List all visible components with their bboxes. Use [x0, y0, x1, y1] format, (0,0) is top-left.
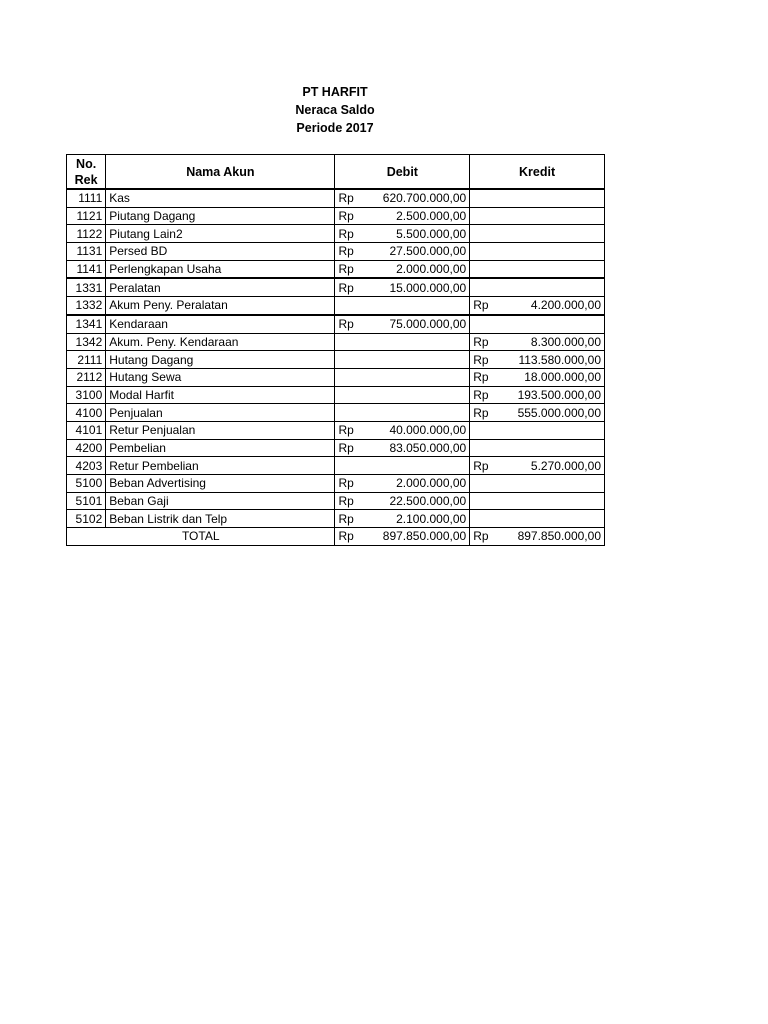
account-number-cell: 1341 — [67, 315, 106, 333]
account-name-cell: Perlengkapan Usaha — [106, 260, 335, 278]
credit-amount-cell: 193.500.000,00 — [495, 386, 604, 404]
total-label: TOTAL — [67, 528, 335, 546]
credit-amount-cell: 555.000.000,00 — [495, 404, 604, 422]
account-name-cell: Retur Pembelian — [106, 457, 335, 475]
account-number-cell: 3100 — [67, 386, 106, 404]
debit-currency-cell — [335, 351, 360, 369]
credit-amount-cell — [495, 207, 604, 225]
account-number-cell: 4203 — [67, 457, 106, 475]
account-name-cell: Kendaraan — [106, 315, 335, 333]
account-name-cell: Beban Listrik dan Telp — [106, 510, 335, 528]
debit-currency-cell: Rp — [335, 207, 360, 225]
table-row — [67, 368, 605, 386]
table-body — [67, 189, 605, 545]
debit-currency-cell — [335, 404, 360, 422]
account-name-cell: Hutang Sewa — [106, 368, 335, 386]
table-row — [67, 492, 605, 510]
account-number-cell: 2111 — [67, 351, 106, 369]
credit-amount-cell — [495, 278, 604, 296]
account-number-cell: 5100 — [67, 475, 106, 493]
account-number-cell: 2112 — [67, 368, 106, 386]
debit-amount-cell — [360, 404, 469, 422]
column-header-credit: Kredit — [470, 155, 605, 190]
credit-currency-cell — [470, 243, 495, 261]
account-name-cell: Beban Advertising — [106, 475, 335, 493]
table-row — [67, 510, 605, 528]
debit-currency-cell — [335, 297, 360, 315]
credit-currency-cell — [470, 475, 495, 493]
column-header-account-number: No. Rek — [67, 155, 106, 190]
account-number-cell: 1332 — [67, 297, 106, 315]
account-number-cell: 5101 — [67, 492, 106, 510]
table-row — [67, 243, 605, 261]
table-row — [67, 315, 605, 333]
credit-amount-cell: 5.270.000,00 — [495, 457, 604, 475]
credit-currency-cell — [470, 315, 495, 333]
credit-amount-cell — [495, 492, 604, 510]
table-row — [67, 457, 605, 475]
table-row — [67, 260, 605, 278]
report-period: Periode 2017 — [296, 121, 374, 135]
table-row — [67, 439, 605, 457]
credit-amount-cell: 18.000.000,00 — [495, 368, 604, 386]
debit-currency-cell: Rp — [335, 492, 360, 510]
credit-currency-cell: Rp — [470, 457, 495, 475]
debit-amount-cell: 83.050.000,00 — [360, 439, 469, 457]
account-name-cell: Kas — [106, 189, 335, 207]
debit-currency-cell: Rp — [335, 475, 360, 493]
debit-amount-cell: 2.100.000,00 — [360, 510, 469, 528]
credit-currency-cell — [470, 510, 495, 528]
table-row — [67, 351, 605, 369]
account-number-cell: 1331 — [67, 278, 106, 296]
debit-amount-cell: 2.000.000,00 — [360, 260, 469, 278]
credit-currency-cell: Rp — [470, 297, 495, 315]
total-debit-currency: Rp — [335, 528, 360, 546]
credit-currency-cell: Rp — [470, 351, 495, 369]
table-row — [67, 297, 605, 315]
debit-amount-cell — [360, 457, 469, 475]
account-number-cell: 1121 — [67, 207, 106, 225]
account-name-cell: Modal Harfit — [106, 386, 335, 404]
debit-amount-cell: 75.000.000,00 — [360, 315, 469, 333]
account-number-cell: 1131 — [67, 243, 106, 261]
credit-currency-cell: Rp — [470, 386, 495, 404]
credit-currency-cell — [470, 207, 495, 225]
table-row — [67, 278, 605, 296]
debit-amount-cell — [360, 351, 469, 369]
column-header-account-name: Nama Akun — [106, 155, 335, 190]
credit-currency-cell — [470, 189, 495, 207]
table-row — [67, 475, 605, 493]
report-title: Neraca Saldo — [295, 103, 375, 117]
table-row — [67, 386, 605, 404]
account-number-cell: 1111 — [67, 189, 106, 207]
credit-amount-cell — [495, 260, 604, 278]
account-number-cell: 1122 — [67, 225, 106, 243]
trial-balance-table — [66, 154, 605, 546]
table-header-row — [67, 155, 605, 190]
debit-currency-cell: Rp — [335, 278, 360, 296]
account-number-cell: 4200 — [67, 439, 106, 457]
credit-currency-cell — [470, 421, 495, 439]
account-number-cell: 4101 — [67, 421, 106, 439]
table-row — [67, 189, 605, 207]
debit-currency-cell — [335, 368, 360, 386]
credit-amount-cell — [495, 225, 604, 243]
debit-amount-cell: 2.500.000,00 — [360, 207, 469, 225]
credit-currency-cell — [470, 439, 495, 457]
credit-amount-cell: 113.580.000,00 — [495, 351, 604, 369]
table-row — [67, 207, 605, 225]
total-credit-amount: 897.850.000,00 — [495, 528, 604, 546]
account-name-cell: Piutang Lain2 — [106, 225, 335, 243]
account-number-cell: 5102 — [67, 510, 106, 528]
account-name-cell: Penjualan — [106, 404, 335, 422]
credit-currency-cell — [470, 225, 495, 243]
account-name-cell: Peralatan — [106, 278, 335, 296]
debit-currency-cell — [335, 457, 360, 475]
account-name-cell: Pembelian — [106, 439, 335, 457]
debit-amount-cell: 2.000.000,00 — [360, 475, 469, 493]
credit-amount-cell — [495, 510, 604, 528]
credit-amount-cell — [495, 475, 604, 493]
account-number-cell: 1141 — [67, 260, 106, 278]
credit-currency-cell: Rp — [470, 368, 495, 386]
debit-currency-cell: Rp — [335, 260, 360, 278]
debit-currency-cell: Rp — [335, 421, 360, 439]
table-row — [67, 333, 605, 351]
credit-amount-cell — [495, 421, 604, 439]
credit-amount-cell — [495, 243, 604, 261]
debit-currency-cell: Rp — [335, 510, 360, 528]
credit-amount-cell — [495, 439, 604, 457]
debit-currency-cell: Rp — [335, 243, 360, 261]
debit-amount-cell: 27.500.000,00 — [360, 243, 469, 261]
table-row — [67, 225, 605, 243]
account-name-cell: Retur Penjualan — [106, 421, 335, 439]
total-debit-amount: 897.850.000,00 — [360, 528, 469, 546]
debit-amount-cell: 15.000.000,00 — [360, 278, 469, 296]
debit-currency-cell: Rp — [335, 439, 360, 457]
account-name-cell: Persed BD — [106, 243, 335, 261]
account-name-cell: Beban Gaji — [106, 492, 335, 510]
account-name-cell: Akum. Peny. Kendaraan — [106, 333, 335, 351]
company-name: PT HARFIT — [302, 85, 368, 99]
credit-amount-cell: 4.200.000,00 — [495, 297, 604, 315]
account-name-cell: Hutang Dagang — [106, 351, 335, 369]
debit-amount-cell — [360, 386, 469, 404]
debit-currency-cell — [335, 386, 360, 404]
debit-currency-cell — [335, 333, 360, 351]
credit-currency-cell — [470, 260, 495, 278]
debit-currency-cell: Rp — [335, 315, 360, 333]
debit-amount-cell: 5.500.000,00 — [360, 225, 469, 243]
debit-amount-cell — [360, 297, 469, 315]
debit-amount-cell — [360, 368, 469, 386]
account-name-cell: Piutang Dagang — [106, 207, 335, 225]
account-number-cell: 1342 — [67, 333, 106, 351]
debit-currency-cell: Rp — [335, 189, 360, 207]
credit-amount-cell: 8.300.000,00 — [495, 333, 604, 351]
account-name-cell: Akum Peny. Peralatan — [106, 297, 335, 315]
credit-currency-cell — [470, 278, 495, 296]
total-credit-currency: Rp — [470, 528, 495, 546]
debit-amount-cell: 40.000.000,00 — [360, 421, 469, 439]
debit-amount-cell — [360, 333, 469, 351]
credit-amount-cell — [495, 315, 604, 333]
table-row — [67, 421, 605, 439]
credit-currency-cell: Rp — [470, 333, 495, 351]
total-row — [67, 528, 605, 546]
report-header — [230, 83, 440, 137]
debit-amount-cell: 22.500.000,00 — [360, 492, 469, 510]
account-number-cell: 4100 — [67, 404, 106, 422]
credit-currency-cell: Rp — [470, 404, 495, 422]
debit-currency-cell: Rp — [335, 225, 360, 243]
credit-amount-cell — [495, 189, 604, 207]
debit-amount-cell: 620.700.000,00 — [360, 189, 469, 207]
credit-currency-cell — [470, 492, 495, 510]
table-row — [67, 404, 605, 422]
column-header-debit: Debit — [335, 155, 470, 190]
